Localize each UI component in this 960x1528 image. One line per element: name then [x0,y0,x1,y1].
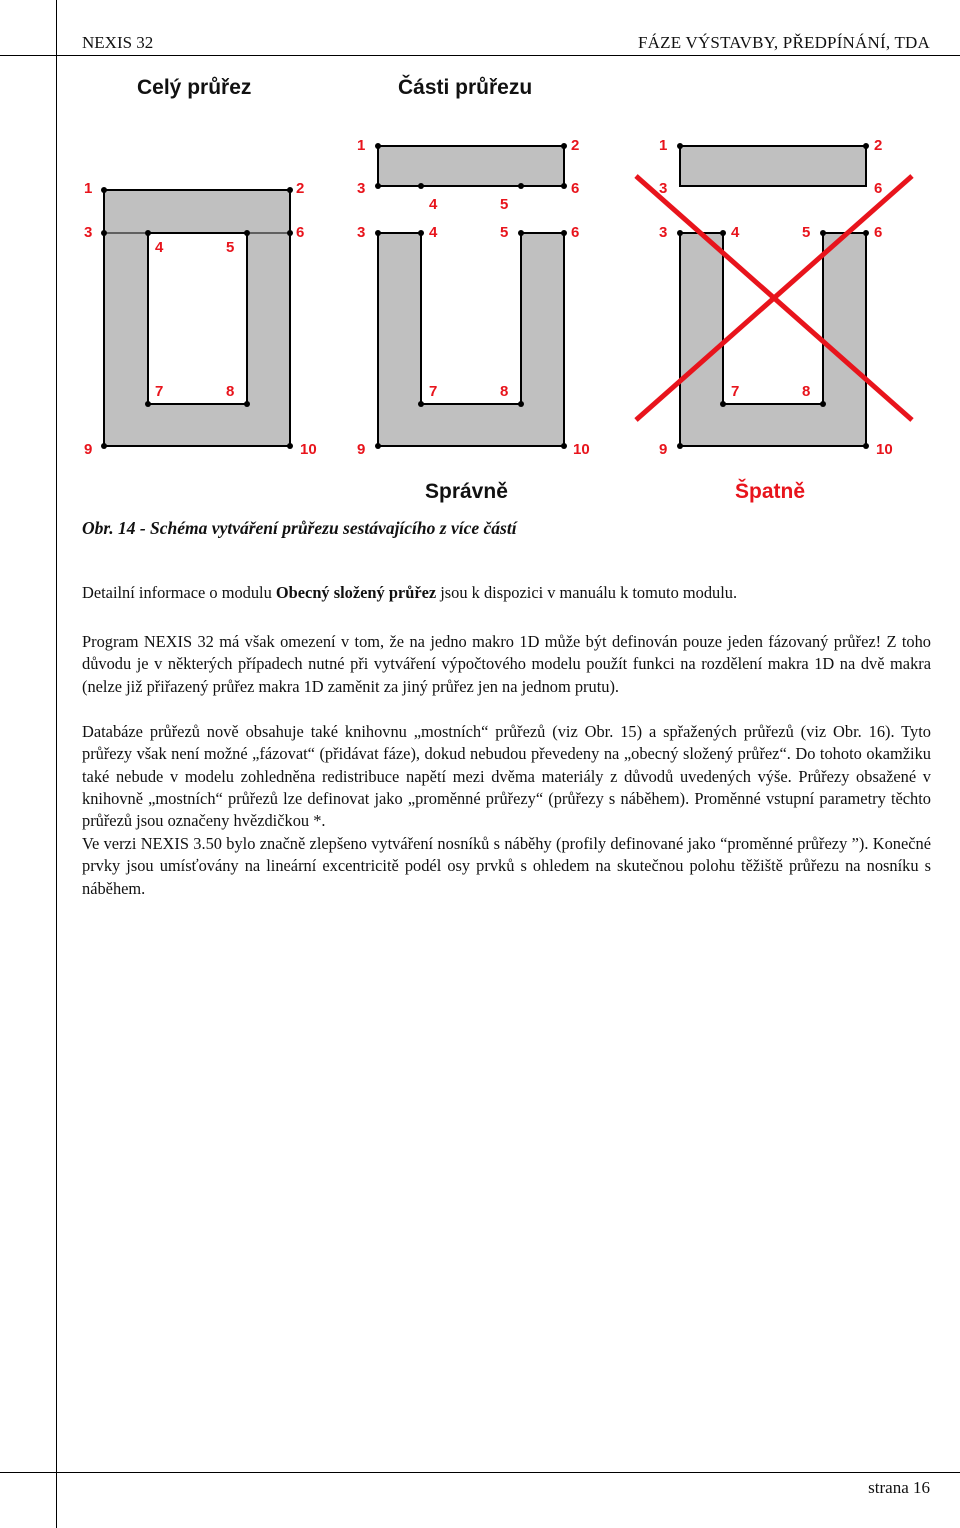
node-label-5: 5 [802,224,811,241]
node-dot [375,143,381,149]
node-dot [863,143,869,149]
node-label-8: 8 [802,383,811,400]
p1-text-end: jsou k dispozici v manuálu k tomuto modulu. [436,583,738,602]
node-dot [244,401,250,407]
node-dot [145,401,151,407]
page-number: strana 16 [868,1478,930,1497]
node-label-8: 8 [226,383,235,400]
header-chapter: FÁZE VÝSTAVBY, PŘEDPÍNÁNÍ, TDA [638,33,930,52]
node-label-6: 6 [874,224,883,241]
module-name: Obecný složený průřez [275,583,437,602]
node-label-6: 6 [571,180,580,197]
node-label-5: 5 [500,196,509,213]
node-label-5: 5 [500,224,509,241]
node-label-1: 1 [357,137,366,154]
node-label-7: 7 [429,383,438,400]
node-label-4: 4 [731,224,740,241]
section-whole [104,190,290,446]
node-dot [418,230,424,236]
node-label-3: 3 [357,224,366,241]
node-label-2: 2 [296,180,305,197]
node-dot [677,443,683,449]
cross-section-figure [0,0,960,520]
figure-caption: Obr. 14 - Schéma vytváření průřezu sestávajícího z více částí [82,518,517,538]
section-part-u [378,233,564,446]
node-label-3: 3 [84,224,93,241]
paragraph-module-info [82,582,931,604]
node-label-4: 4 [155,239,164,256]
section-wrong-u [680,233,866,446]
header-product: NEXIS 32 [82,33,154,52]
node-dot [720,230,726,236]
figure-label-wrong: Špatně [735,480,806,503]
node-dot [418,183,424,189]
node-label-10: 10 [300,441,317,458]
node-label-6: 6 [571,224,580,241]
node-dot [101,443,107,449]
node-label-9: 9 [84,441,93,458]
node-dot [863,443,869,449]
node-label-1: 1 [84,180,93,197]
node-label-3: 3 [659,180,668,197]
node-label-9: 9 [659,441,668,458]
p1-text-start: Detailní informace o modulu [82,583,276,602]
paragraph-restriction: Program NEXIS 32 má však omezení v tom, že na jedno makro 1D může být definován pouze jeden fázovaný průřez! Z toho důvodu je v některých případech nutné při vytváření výpočtového modelu použít funkci na rozdělení makra 1D na dvě makra (nelze již přiřazený průřez makra 1D zaměnit za jiný průřez jen na jednom prutu). [82,632,931,696]
node-label-4: 4 [429,196,438,213]
figure-title-whole: Celý průřez [137,76,252,99]
node-dot [518,183,524,189]
node-dot [720,401,726,407]
section-part-plate [378,146,564,186]
node-dot [820,401,826,407]
node-dot [561,143,567,149]
node-label-10: 10 [876,441,893,458]
paragraph-version: Ve verzi NEXIS 3.50 bylo značně zlepšeno vytváření nosníků s náběhy (profily definované jako “proměnné průřezy ”). Konečné prvky jsou umísťovány na lineární excentricitě podél osy prvků s ohledem na skutečnou polohu těžiště průřezu na nosníku s náběhem. [82,834,931,898]
node-label-3: 3 [659,224,668,241]
node-label-10: 10 [573,441,590,458]
node-dot [561,443,567,449]
node-label-4: 4 [429,224,438,241]
node-dot [287,443,293,449]
footer-rule [0,1472,960,1473]
node-label-1: 1 [659,137,668,154]
node-label-7: 7 [731,383,740,400]
wrong-cross-mark [636,176,912,420]
node-dot [375,183,381,189]
node-dot [145,230,151,236]
node-label-2: 2 [874,137,883,154]
node-dot [561,183,567,189]
node-dot [418,401,424,407]
node-dot [101,230,107,236]
node-dot [518,401,524,407]
node-dot [244,230,250,236]
figure-label-correct: Správně [425,480,508,503]
node-dot [677,143,683,149]
node-dot [101,187,107,193]
node-label-6: 6 [874,180,883,197]
node-label-3: 3 [357,180,366,197]
node-label-8: 8 [500,383,509,400]
node-label-7: 7 [155,383,164,400]
node-dot [518,230,524,236]
node-dot [375,443,381,449]
paragraph-database: Databáze průřezů nově obsahuje také knihovnu „mostních“ průřezů (viz Obr. 15) a spřažených průřezů (viz Obr. 16). Tyto průřezy však není možné „fázovat“ (přidávat fáze), dokud nebudou převedeny na „obecný složený průřez“. Do tohoto okamžiku také nebude v modelu zohledněna redistribuce napětí mezi dvěma materiály z důvodů uvedených výše. Průřezy obsažené v knihovně „mostních“ průřezů lze definovat jako „proměnné průřezy“ (průřezy s náběhem). Proměnné vstupní parametry těchto průřezů jsou označeny hvězdičkou *. [82,722,931,831]
node-dot [287,230,293,236]
node-label-2: 2 [571,137,580,154]
node-dot [561,230,567,236]
figure-title-parts: Části průřezu [398,76,533,99]
section-shapes [104,146,866,446]
node-label-9: 9 [357,441,366,458]
node-label-5: 5 [226,239,235,256]
node-dot [820,230,826,236]
node-dot [677,230,683,236]
node-dot [287,187,293,193]
node-dot [863,230,869,236]
node-label-6: 6 [296,224,305,241]
section-wrong-plate [680,146,866,186]
node-dot [375,230,381,236]
